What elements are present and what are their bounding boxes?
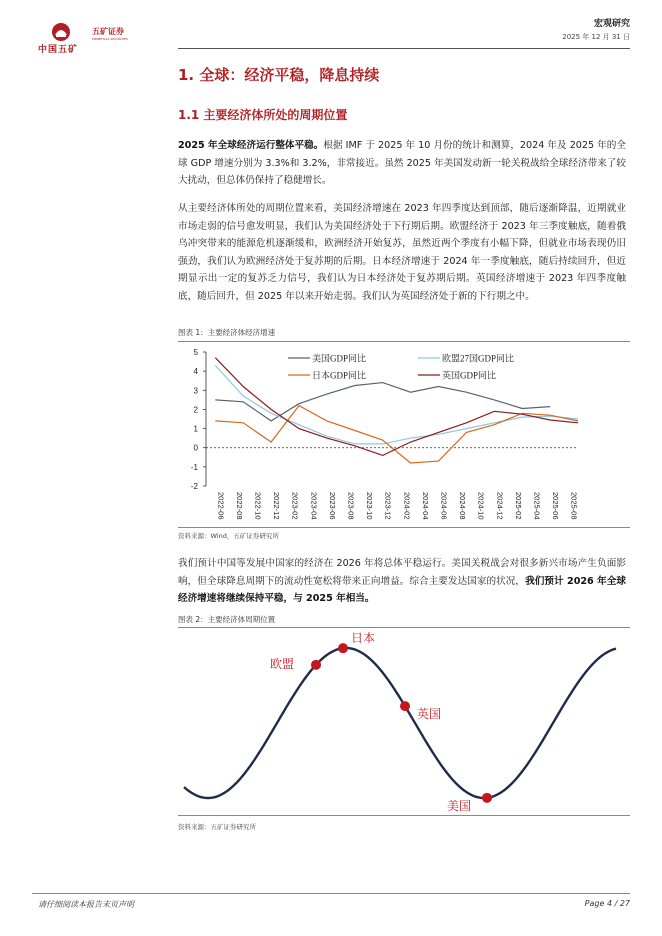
- paragraph-2: 从主要经济体所处的周期位置来看，美国经济增速在 2023 年四季度达到顶部，随后逐渐降温，近期就业市场走弱的信号愈发明显，我们认为美国经济处于下行期后期。欧盟经济于 2023 年三季度触底，随着俄乌冲突带来的能源危机逐渐缓和，欧洲经济开始复苏，虽然近两个季度有小幅下降，但就业市场表现仍旧强劲，我们认为欧洲经济处于复苏期的后期。日本经济增速于 2024 年一季度触底，随后持续回升，但近期显示出一定的复苏乏力信号，我们认为日本经济处于复苏期后期。英国经济增速于 2023 年四季度触底，随后回升，但 2025 年以来开始走弱。我们认为英国经济处于新的下行期之中。: [178, 203, 626, 302]
- y-tick-label: 3: [193, 386, 198, 396]
- legend-label: 美国GDP同比: [312, 353, 367, 364]
- footer-divider: [32, 893, 630, 894]
- figure-2-top-rule: [178, 627, 630, 628]
- x-tick-label: 2025-04: [532, 492, 542, 520]
- cycle-marker-label: 日本: [351, 631, 376, 646]
- page-number: Page 4 / 27: [584, 899, 630, 908]
- x-tick-label: 2025-08: [569, 492, 579, 520]
- paragraph-3-body: 我们预计中国等发展中国家的经济在 2026 年将总体平稳运行。美国关税战会对很多新兴市场产生负面影响，但全球降息周期下的流动性宽松将带来正向增益。综合主要发达国家的状况，: [178, 558, 626, 587]
- paragraph-1-lead: 2025 年全球经济运行整体平稳。: [178, 140, 324, 151]
- x-tick-label: 2023-02: [290, 492, 300, 520]
- chart-series-group: [215, 358, 578, 463]
- cycle-marker-label: 英国: [417, 707, 442, 722]
- x-tick-label: 2024-08: [458, 492, 468, 520]
- economic-cycle-diagram: [178, 630, 628, 812]
- logo-brand-en-text: MINMETALS SECURITIES: [92, 37, 128, 41]
- y-tick-label: -1: [190, 462, 198, 472]
- x-tick-label: 2022-08: [234, 492, 244, 520]
- x-tick-label: 2022-12: [272, 492, 282, 520]
- x-tick-label: 2024-06: [439, 492, 449, 520]
- report-date: 2025 年 12 月 31 日: [562, 33, 630, 41]
- y-tick-label: 1: [193, 424, 198, 434]
- figure-1-top-rule: [178, 341, 630, 342]
- gdp-growth-line-chart: [178, 344, 598, 526]
- footer-disclaimer: 请仔细阅读本报告末页声明: [38, 900, 134, 909]
- y-tick-label: 5: [193, 348, 198, 357]
- legend-label: 欧盟27国GDP同比: [442, 353, 515, 364]
- cycle-marker-label: 欧盟: [270, 656, 295, 671]
- cycle-marker-dot: [311, 660, 321, 670]
- x-tick-label: 2023-06: [327, 492, 337, 520]
- x-tick-label: 2022-06: [216, 492, 226, 520]
- y-tick-label: 4: [193, 367, 198, 377]
- cycle-curve: [184, 648, 616, 798]
- y-tick-label: 0: [193, 443, 198, 453]
- x-tick-label: 2024-04: [420, 492, 430, 520]
- figure-2-bottom-rule: [178, 815, 630, 816]
- x-tick-label: 2022-10: [253, 492, 263, 520]
- paragraph-1-body: 根据 IMF 于 2025 年 10 月份的统计和测算，2024 年及 2025 年的全球 GDP 增速分别为 3.3%和 3.2%，非常接近。虽然 2025 年美国发动新一轮关税战给全球经济带来了较大扰动，但总体仍保持了稳健增长。: [178, 140, 626, 187]
- subsection-heading: 1.1 主要经济体所处的周期位置: [178, 108, 348, 122]
- minmetals-logo-icon: [51, 22, 71, 42]
- cycle-marker-dot: [482, 793, 492, 803]
- x-tick-label: 2025-02: [513, 492, 523, 520]
- x-tick-label: 2023-12: [383, 492, 393, 520]
- paragraph-3: [178, 555, 626, 608]
- series-line-欧盟27国GDP同比: [215, 365, 578, 444]
- x-tick-label: 2024-02: [402, 492, 412, 520]
- x-tick-label: 2023-08: [346, 492, 356, 520]
- paragraph-3-conclusion: 我们预计 2026 年全球经济增速将继续保持平稳，与 2025 年相当。: [178, 575, 626, 605]
- y-tick-label: -2: [190, 482, 198, 491]
- x-tick-label: 2023-04: [309, 492, 319, 520]
- report-type: 宏观研究: [593, 19, 630, 29]
- legend-label: 英国GDP同比: [442, 370, 497, 381]
- y-tick-label: 2: [193, 405, 198, 415]
- figure-2-title: 图表 2：主要经济体周期位置: [178, 615, 276, 624]
- chart-axes: [191, 348, 579, 520]
- chart-legend: [288, 353, 514, 381]
- legend-label: 日本GDP同比: [312, 370, 367, 381]
- x-tick-label: 2023-10: [365, 492, 375, 520]
- x-tick-label: 2025-06: [551, 492, 561, 520]
- cycle-marker-dot: [338, 643, 348, 653]
- x-tick-label: 2024-12: [495, 492, 505, 520]
- cycle-marker-label: 美国: [447, 798, 472, 812]
- section-heading: 1. 全球：经济平稳，降息持续: [178, 66, 380, 84]
- header-divider: [178, 48, 630, 49]
- series-line-美国GDP同比: [215, 383, 550, 421]
- logo-company-text: 中国五矿: [38, 45, 79, 55]
- logo-brand-text: 五矿证券: [92, 27, 124, 36]
- figure-2-source: 资料来源：五矿证券研究所: [178, 823, 256, 831]
- x-tick-label: 2024-10: [476, 492, 486, 520]
- paragraph-1: [178, 137, 626, 190]
- figure-1-source: 资料来源：Wind，五矿证券研究所: [178, 532, 279, 540]
- company-logo: [38, 20, 138, 54]
- figure-1-bottom-rule: [178, 527, 630, 528]
- cycle-marker-dot: [400, 701, 410, 711]
- figure-1-title: 图表 1：主要经济体经济增速: [178, 328, 276, 337]
